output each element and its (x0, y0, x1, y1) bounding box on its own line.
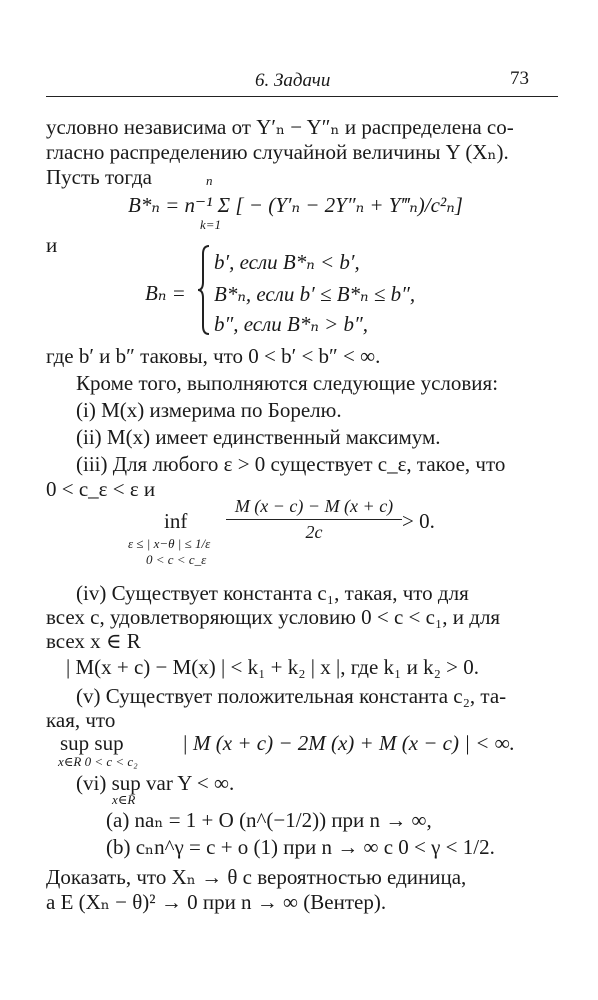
condition-v-equation: | M (x + c) − 2M (x) + M (x − c) | < ∞. (182, 731, 515, 755)
condition-vi: (vi) sup var Y < ∞. (76, 771, 235, 795)
sum-upper-limit: n (206, 173, 213, 188)
text-line-3: Пусть тогда (46, 165, 152, 189)
fraction-numerator: M (x − c) − M (x + c) (234, 496, 394, 516)
page-number: 73 (510, 68, 529, 89)
text-and: и (46, 233, 58, 257)
text-line-1: условно независима от Y′ₙ − Y″ₙ и распределена со- (46, 115, 514, 139)
condition-iv-equation: | M(x + c) − M(x) | < k₁ + k₂ | x |, где k₁ и k₂ > 0. (66, 655, 480, 679)
text-line-6: Доказать, что Xₙ → θ с вероятностью единица, (46, 865, 467, 889)
condition-ii: (ii) M(x) имеет единственный максимум. (76, 425, 441, 449)
text-line-5: Кроме того, выполняются следующие условия: (76, 371, 499, 395)
case-1: b′, если B*ₙ < b′, (214, 250, 360, 274)
condition-iv-line-2: всех c, удовлетворяющих условию 0 < c < c₁, и для (46, 605, 501, 629)
condition-a: (a) naₙ = 1 + O (n^(−1/2)) при n → ∞, (106, 808, 432, 832)
fraction-rhs: > 0. (402, 509, 435, 533)
sup-subscripts: x∈R 0 < c < c₂ (58, 754, 138, 769)
inf-operator: inf (164, 509, 188, 533)
condition-iv-line-1: (iv) Существует константа c₁, такая, что для (76, 581, 469, 605)
sup-operators: sup sup (60, 731, 124, 755)
condition-v-line-1: (v) Существует положительная константа c₂, та- (76, 684, 507, 708)
inf-subscript-2: 0 < c < c_ε (146, 552, 207, 567)
text-line-4: где b′ и b″ таковы, что 0 < b′ < b″ < ∞. (46, 344, 381, 368)
condition-iii-line-1: (iii) Для любого ε > 0 существует c_ε, такое, что (76, 452, 506, 476)
fraction-bar (226, 519, 402, 520)
case-3: b″, если B*ₙ > b″, (214, 312, 369, 336)
equation-b-star: B*ₙ = n⁻¹ Σ [ − (Y′ₙ − 2Y″ₙ + Y‴ₙ)/c²ₙ] (128, 193, 463, 217)
sum-lower-limit: k=1 (200, 217, 222, 232)
condition-iii-line-2: 0 < c_ε < ε и (46, 477, 156, 501)
condition-v-line-2: кая, что (46, 708, 116, 732)
condition-i: (i) M(x) измерима по Борелю. (76, 398, 342, 422)
case-2: B*ₙ, если b′ ≤ B*ₙ ≤ b″, (214, 282, 416, 306)
fraction-denominator: 2c (305, 522, 323, 542)
cases-lhs: Bₙ = (145, 281, 186, 305)
condition-vi-subscript: x∈R (112, 792, 136, 807)
left-brace (197, 244, 211, 336)
running-header-title: 6. Задачи (255, 70, 331, 91)
condition-iv-line-3: всех x ∈ R (46, 629, 141, 653)
text-line-2: гласно распределению случайной величины Y (Xₙ). (46, 140, 509, 164)
inf-subscript-1: ε ≤ | x−θ | ≤ 1/ε (128, 536, 211, 551)
condition-b: (b) cₙn^γ = c + o (1) при n → ∞ с 0 < γ < 1/2. (106, 835, 495, 859)
text-line-7: a E (Xₙ − θ)² → 0 при n → ∞ (Вентер). (46, 890, 387, 914)
header-rule (46, 96, 558, 97)
